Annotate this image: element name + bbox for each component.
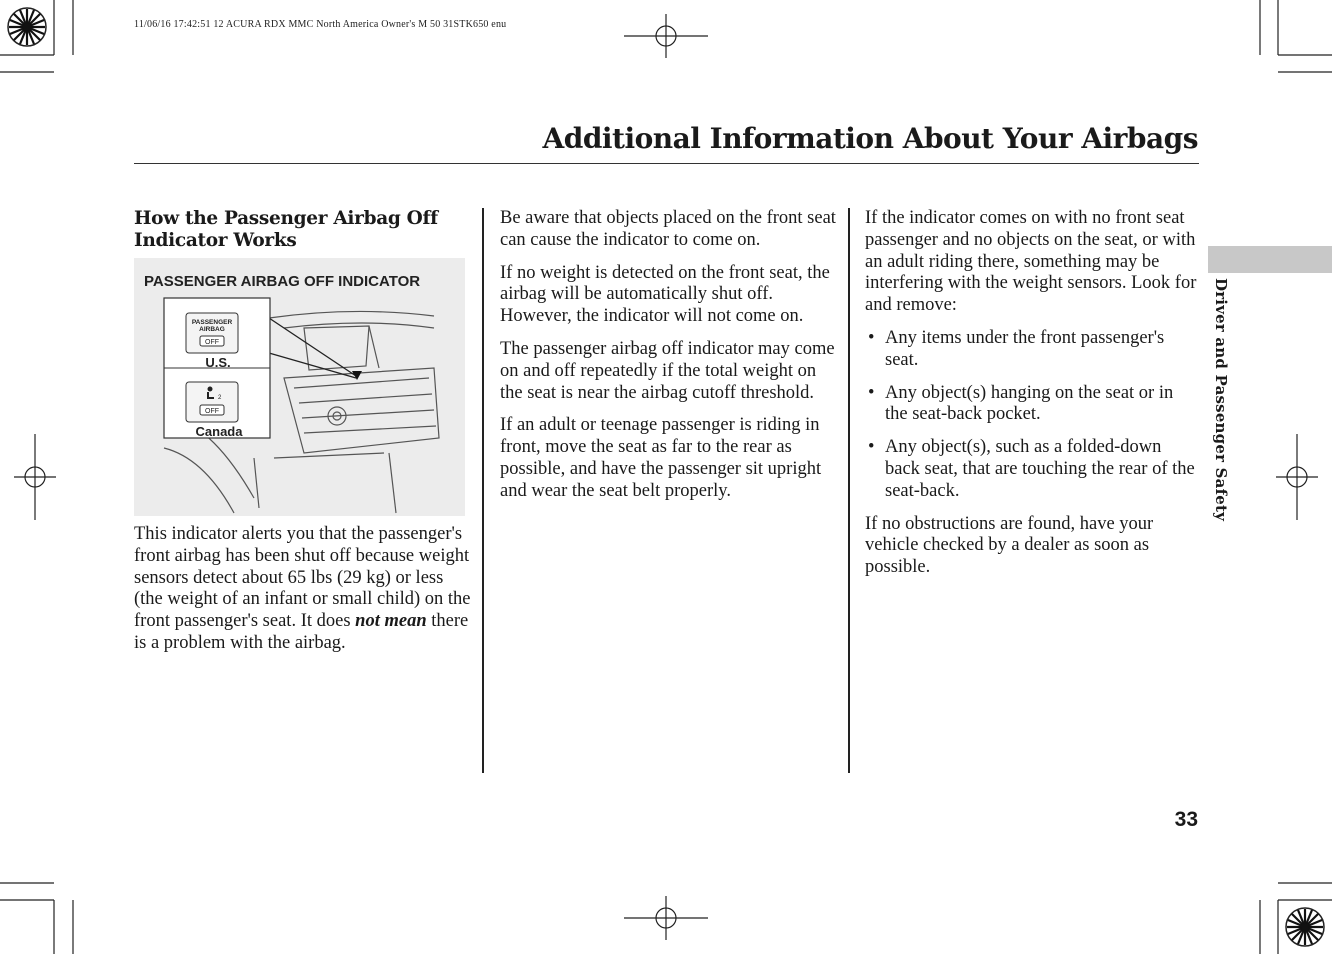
section-heading: How the Passenger Airbag Off Indicator Works (134, 208, 438, 251)
paragraph: If no weight is detected on the front seat, the airbag will be automatically shut off. However, the indicator will not come on. (500, 262, 830, 327)
page-number: 33 (1174, 808, 1198, 831)
console-edge (389, 453, 396, 513)
registration-crosshair-left (14, 434, 56, 520)
console-line (302, 410, 434, 418)
console-line (274, 453, 384, 458)
column-divider (482, 208, 484, 773)
registration-crosshair-bottom (624, 896, 708, 940)
paragraph: Be aware that objects placed on the front seat can cause the indicator to come on. (500, 208, 836, 250)
pointer-line (269, 353, 356, 378)
indicator-pointer-arrow (352, 371, 362, 380)
dash-line (369, 326, 379, 368)
paragraph: The passenger airbag off indicator may come on and off repeatedly if the total weight on the seat is near the airbag cutoff threshold. (500, 338, 835, 403)
us-label: U.S. (205, 355, 231, 370)
bullet-list (865, 328, 1200, 503)
column-3 (865, 208, 1200, 590)
starburst-target-top-left (8, 8, 46, 46)
list-item (865, 437, 1200, 502)
canada-icon-subscript: 2 (218, 395, 222, 401)
console-line (299, 394, 432, 403)
bullet-glyph: • (868, 382, 875, 403)
indicator-explanation (134, 524, 474, 655)
us-switch-text-line1: PASSENGER (191, 319, 233, 326)
dash-line (269, 311, 434, 318)
center-console (284, 368, 439, 453)
title-rule (134, 163, 1199, 164)
dash-line (164, 448, 234, 513)
registration-crosshair-right (1276, 434, 1318, 520)
canada-label: Canada (195, 424, 243, 439)
list-item-text: Any object(s) hanging on the seat or in the seat-back pocket. (885, 382, 1174, 425)
explanation-text-end: there is a problem with the airbag. (134, 611, 469, 653)
registration-crosshair-top (624, 14, 708, 58)
canada-off-text: OFF (205, 408, 219, 415)
column-2 (500, 208, 840, 514)
page-title: Additional Information About Your Airbags (542, 122, 1198, 155)
us-off-text: OFF (205, 339, 219, 346)
emphasis-text: not mean (355, 611, 427, 632)
paragraph: If the indicator comes on with no front seat passenger and no objects on the seat, or with an adult riding there, something may be interfering with the weight sensors. Look for and remove: (865, 208, 1197, 316)
console-line (294, 378, 429, 388)
list-item (865, 328, 1200, 372)
list-item-text: Any object(s), such as a folded-down back seat, that are touching the rear of the seat-back. (885, 437, 1195, 501)
column-1 (134, 208, 474, 666)
starburst-target-bottom-right (1286, 908, 1324, 946)
list-item-text: Any items under the front passenger's seat. (885, 327, 1165, 370)
print-metadata: 11/06/16 17:42:51 12 ACURA RDX MMC North America Owner's M 50 31STK650 enu (134, 19, 507, 30)
section-tab-label: Driver and Passenger Safety (1212, 278, 1230, 522)
section-tab (1208, 246, 1332, 273)
column-divider (848, 208, 850, 773)
paragraph: If an adult or teenage passenger is riding in front, move the seat as far to the rear as possible, and have the passenger sit upright and wear the seat belt properly. (500, 415, 822, 501)
dash-line (284, 323, 434, 328)
explanation-text: This indicator alerts you that the passenger's front airbag has been shut off because weight sensors detect about 65 lbs (29 kg) or less (the weight of an infant or small child) on the front passenger's seat. It does (134, 524, 471, 632)
list-item (865, 383, 1200, 427)
us-switch-text-line2: AIRBAG (199, 326, 225, 333)
airbag-indicator-figure (134, 258, 465, 516)
console-line (304, 426, 436, 433)
bullet-glyph: • (868, 437, 875, 458)
dashboard-illustration (134, 258, 465, 516)
figure-caption: PASSENGER AIRBAG OFF INDICATOR (144, 273, 421, 290)
bullet-glyph: • (868, 327, 875, 348)
paragraph: If no obstructions are found, have your vehicle checked by a dealer as soon as possible. (865, 513, 1154, 578)
console-edge (254, 458, 259, 508)
